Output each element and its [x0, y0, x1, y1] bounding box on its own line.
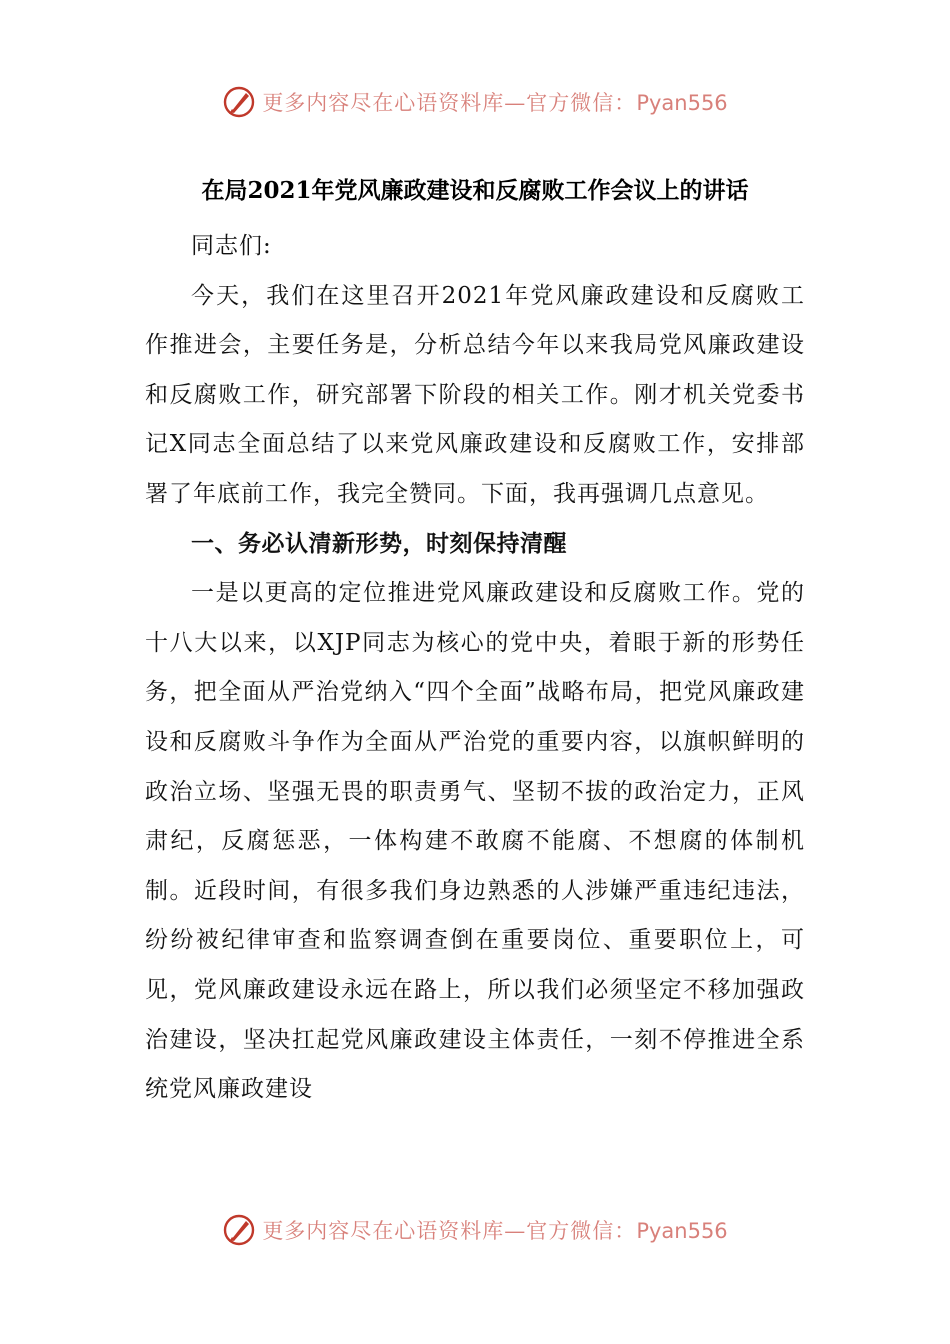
header-banner-account: Pyan556 — [636, 91, 728, 115]
intro-paragraph: 今天，我们在这里召开2021年党风廉政建设和反腐败工作推进会，主要任务是，分析总结今年以来我局党风廉政建设和反腐败工作，研究部署下阶段的相关工作。刚才机关党委书记X同志全面总结了以来党风廉政建设和反腐败工作，安排部署了年底前工作，我完全赞同。下面，我再强调几点意见。 — [145, 282, 805, 507]
header-banner — [0, 80, 950, 124]
footer-banner — [0, 1208, 950, 1252]
section-paragraph: 一是以更高的定位推进党风廉政建设和反腐败工作。党的十八大以来，以XJP同志为核心的党中央，着眼于新的形势任务，把全面从严治党纳入“四个全面”战略布局，把党风廉政建设和反腐败斗争作为全面从严治党的重要内容，以旗帜鲜明的政治立场、坚强无畏的职责勇气、坚韧不拔的政治定力，正风肃纪，反腐惩恶，一体构建不敢腐不能腐、不想腐的体制机制。近段时间，有很多我们身边熟悉的人涉嫌严重违纪违法，纷纷被纪律审查和监察调查倒在重要岗位、重要职位上，可见，党风廉政建设永远在路上，所以我们必须坚定不移加强政治建设，坚决扛起党风廉政建设主体责任，一刻不停推进全系统党风廉政建设 — [145, 580, 805, 1103]
header-banner-text: 更多内容尽在心语资料库—官方微信：Pyan556 — [262, 91, 728, 115]
section-heading: 一、务必认清新形势，时刻保持清醒 — [191, 530, 567, 557]
footer-banner-text: 更多内容尽在心语资料库—官方微信：Pyan556 — [262, 1219, 728, 1243]
quill-pen-logo-icon — [222, 1213, 256, 1247]
document-title: 在局2021年党风廉政建设和反腐败工作会议上的讲话 — [201, 177, 749, 204]
document-body — [145, 222, 805, 1115]
footer-banner-account: Pyan556 — [636, 1219, 728, 1243]
salutation: 同志们: — [191, 233, 272, 259]
quill-pen-logo-icon — [222, 85, 256, 119]
